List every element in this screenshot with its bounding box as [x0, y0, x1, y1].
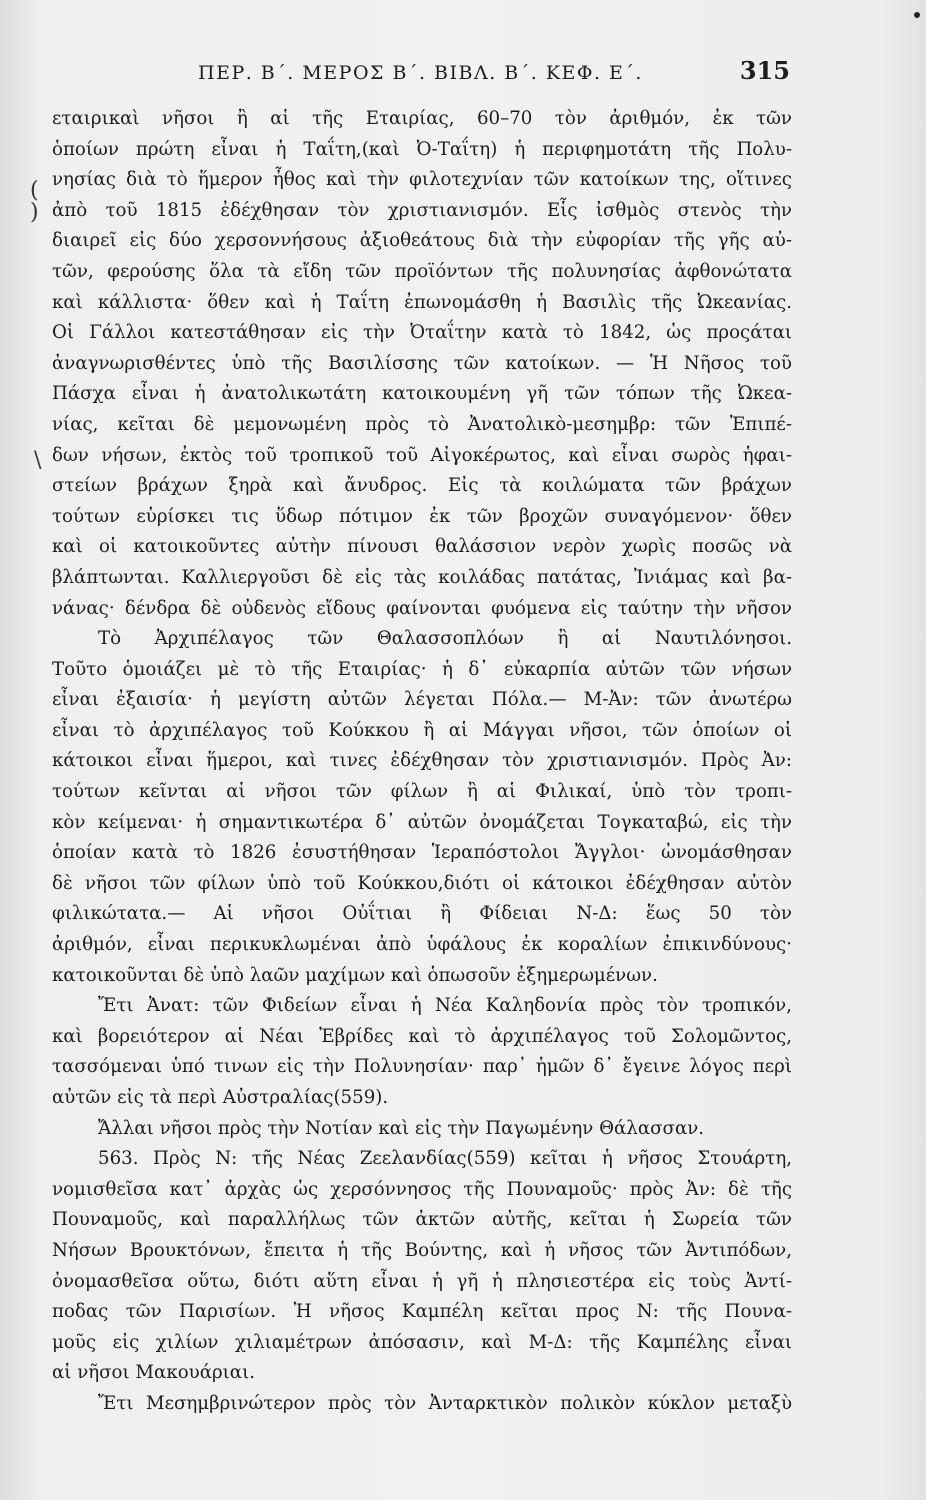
- text-line: τασσόμεναι ὑπό τινων εἰς τὴν Πολυνησίαν· παρ᾽ ἡμῶν δ᾽ ἔγεινε λόγος περὶ: [52, 1056, 792, 1078]
- text-line: φιλικώτατα.— Αἱ νῆσοι Οὐΐτιαι ἢ Φίδειαι Ν-Δ: ἕως 50 τὸν: [52, 903, 792, 925]
- text-line: νάνας· δένδρα δὲ οὐδενὸς εἴδους φαίνονται φυόμενα εἰς ταύτην τὴν νῆσον: [52, 597, 792, 619]
- text-line: νησίας διὰ τὸ ἥμερον ἦθος καὶ τὴν φιλοτεχνίαν τῶν κατοίκων της, οἵτινες: [52, 169, 792, 191]
- section-heading: Ἄλλαι νῆσοι πρὸς τὴν Νοτίαν καὶ εἰς τὴν Παγωμένην Θάλασσαν.: [98, 1117, 705, 1139]
- text-line: τούτων εὑρίσκει τις ὕδωρ πότιμον ἐκ τῶν βροχῶν συναγόμενον· ὅθεν: [52, 505, 792, 527]
- text-line: μοῦς εἰς χιλίων χιλιαμέτρων ἀπόσασιν, καὶ Μ-Δ: τῆς Καμπέλης εἶναι: [52, 1331, 792, 1353]
- text-line: Οἱ Γάλλοι κατεστάθησαν εἰς τὴν Ὀταΐτην κατὰ τὸ 1842, ὡς προςάται: [52, 322, 792, 344]
- running-head: ΠΕΡ. Β΄. ΜΕΡΟΣ Β΄. ΒΙΒΛ. Β΄. ΚΕΦ. Ε΄.: [198, 62, 643, 84]
- paragraph-start: 563. Πρὸς Ν: τῆς Νέας Ζεελανδίας(559) κεῖται ἡ νῆσος Στουάρτη,: [98, 1148, 792, 1170]
- text-line: τούτων κεῖνται αἱ νῆσοι τῶν φίλων ἢ αἱ Φιλικαί, ὑπὸ τὸν τροπι-: [52, 781, 792, 803]
- text-line: Νήσων Βρουκτόνων, ἔπειτα ἡ τῆς Βούντης, καὶ ἡ νῆσος τῶν Ἀντιπόδων,: [52, 1239, 792, 1261]
- text-line: ὁποίαν κατὰ τὸ 1826 ἐσυστήθησαν Ἱεραπόστολοι Ἄγγλοι· ὠνομάσθησαν: [52, 842, 792, 864]
- text-line: δὲ νῆσοι τῶν φίλων ὑπὸ τοῦ Κούκκου,διότι οἱ κάτοικοι ἐδέχθησαν αὐτὸν: [52, 872, 792, 894]
- ink-dot: [914, 12, 920, 18]
- text-line: Τοῦτο ὁμοιάζει μὲ τὸ τῆς Εταιρίας· ἡ δ᾽ εὐκαρπία αὐτῶν τῶν νήσων: [52, 658, 792, 680]
- text-line: ἀπὸ τοῦ 1815 ἐδέχθησαν τὸν χριστιανισμόν. Εἷς ἰσθμὸς στενὸς τὴν: [52, 199, 792, 221]
- text-line: νίας, κεῖται δὲ μεμονωμένη πρὸς τὸ Ἀνατολικὸ-μεσημβρ: τῶν Ἐπιπέ-: [52, 413, 792, 435]
- text-line: στείων βράχων ξηρὰ καὶ ἄνυδρος. Εἰς τὰ κοιλώματα τῶν βράχων: [52, 475, 792, 497]
- text-line: κατοικοῦνται δὲ ὑπὸ λαῶν μαχίμων καὶ ὁπωσοῦν ἐξημερωμένων.: [52, 964, 658, 986]
- text-line: δων νήσων, ἐκτὸς τοῦ τροπικοῦ τοῦ Αἰγοκέρωτος, καὶ εἶναι σωρὸς ἡφαι-: [52, 444, 792, 466]
- text-line: Πάσχα εἶναι ἡ ἀνατολικωτάτη κατοικουμένη γῆ τῶν τόπων τῆς Ὠκεα-: [52, 383, 792, 405]
- margin-mark: (: [30, 178, 39, 203]
- text-line: καὶ οἱ κατοικοῦντες αὐτὴν πίνουσι θαλάσσιον νερὸν χωρὶς ποσῶς νὰ: [52, 536, 792, 558]
- text-line: τῶν, φερούσης ὅλα τὰ εἴδη τῶν προϊόντων τῆς πολυνησίας ἀφθονώτατα: [52, 260, 792, 282]
- margin-mark: ): [30, 200, 39, 225]
- text-line: αἱ νῆσοι Μακουάριαι.: [52, 1362, 256, 1384]
- margin-mark: \: [34, 448, 42, 473]
- text-line: καὶ βορειότερον αἱ Νέαι Ἐβρίδες καὶ τὸ ἀρχιπέλαγος τοῦ Σολομῶντος,: [52, 1025, 792, 1047]
- text-line: εἶναι τὸ ἀρχιπέλαγος τοῦ Κούκκου ἢ αἱ Μάγγαι νῆσοι, τῶν ὁποίων οἱ: [52, 719, 792, 741]
- text-line: ὀνομασθεῖσα οὕτω, διότι αὕτη εἶναι ἡ γῆ ἡ πλησιεστέρα εἰς τοὺς Ἀντί-: [52, 1270, 792, 1292]
- text-line: εἶναι ἐξαισία· ἡ μεγίστη αὐτῶν λέγεται Πόλα.— Μ-Ἀν: τῶν ἀνωτέρω: [52, 689, 792, 711]
- section-heading: Τὸ Ἀρχιπέλαγος τῶν Θαλασσοπλόων ἢ αἱ Ναυτιλόνησοι.: [98, 628, 792, 650]
- text-line: διαιρεῖ εἰς δύο χερσοννήσους ἀξιοθεάτους διὰ τὴν εὐφορίαν τῆς γῆς αὐ-: [52, 230, 792, 252]
- text-line: αὐτῶν εἰς τὰ περὶ Αὐστραλίας(559).: [52, 1087, 389, 1108]
- text-line: κὸν κείμεναι· ἡ σημαντικωτέρα δ᾽ αὐτῶν ὀνομάζεται Τογκαταβώ, εἰς τὴν: [52, 811, 792, 833]
- text-line: ἀναγνωρισθέντες ὑπὸ τῆς Βασιλίσσης τῶν κατοίκων. — Ἡ Νῆσος τοῦ: [52, 352, 792, 374]
- text-line: κάτοικοι εἶναι ἥμεροι, καὶ τινες ἐδέχθησαν τὸν χριστιανισμόν. Πρὸς Ἀν:: [52, 750, 792, 772]
- text-line: νομισθεῖσα κατ᾽ ἀρχὰς ὡς χερσόννησος τῆς Πουναμοῦς· πρὸς Ἀν: δὲ τῆς: [52, 1178, 792, 1200]
- text-line: Ἔτι Μεσημβρινώτερον πρὸς τὸν Ἀνταρκτικὸν πολικὸν κύκλον μεταξὺ: [98, 1392, 792, 1414]
- text-line: Πουναμοῦς, καὶ παραλλήλως τῶν ἀκτῶν αὐτῆς, κεῖται ἡ Σωρεία τῶν: [52, 1209, 792, 1231]
- text-line: ὁποίων πρώτη εἶναι ἡ Ταΐτη,(καὶ Ὀ-Ταΐτη) ἡ περιφημοτάτη τῆς Πολυ-: [52, 138, 792, 160]
- text-line: ποδας τῶν Παρισίων. Ἡ νῆσος Καμπέλη κεῖται προς Ν: τῆς Πουνα-: [52, 1301, 792, 1323]
- text-line: βλάπτωνται. Καλλιεργοῦσι δὲ εἰς τὰς κοιλάδας πατάτας, Ἰνιάμας καὶ βα-: [52, 566, 792, 588]
- text-line: Ἔτι Ἀνατ: τῶν Φιδείων εἶναι ἡ Νέα Καληδονία πρὸς τὸν τροπικόν,: [98, 995, 792, 1017]
- body-text: [52, 104, 792, 1420]
- text-line: εταιρικαὶ νῆσοι ἢ αἱ τῆς Εταιρίας, 60–70 τὸν ἀριθμόν, ἐκ τῶν: [52, 108, 792, 129]
- page-number: 315: [739, 56, 790, 85]
- text-line: ἀριθμόν, εἶναι περικυκλωμέναι ἀπὸ ὑφάλους ἐκ κοραλίων ἐπικινδύνους·: [52, 934, 792, 956]
- text-line: καὶ κάλλιστα· ὅθεν καὶ ἡ Ταΐτη ἐπωνομάσθη ἡ Βασιλὶς τῆς Ὠκεανίας.: [52, 291, 792, 313]
- page-header: [190, 56, 790, 96]
